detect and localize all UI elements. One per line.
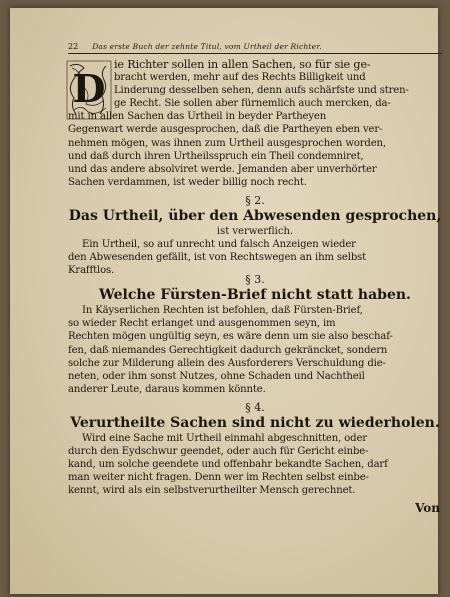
book-page: [10, 8, 442, 594]
catchword: Von: [415, 501, 440, 516]
s1-line: Linderung desselben sehen, denn aufs schärfste und stren-: [114, 85, 409, 97]
s4-line: durch den Eydschwur geendet, oder auch für Gericht einbe-: [68, 445, 369, 457]
s3-line: Rechten mögen ungültig seyn, es wäre denn um sie also beschaf-: [68, 331, 393, 343]
section-number: § 2.: [245, 193, 265, 207]
s1-line: bracht werden, mehr auf des Rechts Billigkeit und: [114, 72, 366, 84]
page-number: 22: [68, 42, 79, 51]
page-header: [68, 42, 442, 54]
s3-line: anderer Leute, daraus kommen könnte.: [68, 383, 266, 395]
s1-line: ge Recht. Sie sollen aber fürnemlich auch mercken, da-: [114, 98, 391, 110]
s1-line: Gegenwart werde ausgesprochen, daß die Partheyen eben ver-: [68, 124, 383, 136]
s3-line: solche zur Milderung allein des Ausforderers Verschuldung die-: [68, 357, 386, 369]
s1-line: ie Richter sollen in allen Sachen, so für sie ge-: [114, 58, 371, 71]
section-heading: Verurtheilte Sachen sind nicht zu wiederholen.: [70, 414, 440, 431]
s2-line: den Abwesenden gefällt, ist von Rechtswegen an ihm selbst: [68, 252, 367, 264]
s1-line: mit in allen Sachen das Urtheil in beyder Partheyen: [68, 111, 327, 123]
running-title: Das erste Buch der zehnte Titul, vom Urtheil der Richter.: [92, 42, 322, 51]
s1-line: Sachen verdammen, ist weder billig noch recht.: [68, 176, 307, 188]
s2-line: Ein Urtheil, so auf unrecht und falsch Anzeigen wieder: [82, 238, 356, 250]
s4-line: Wird eine Sache mit Urtheil einmahl abgeschnitten, oder: [82, 432, 367, 444]
s3-line: so wieder Recht erlanget und ausgenommen seyn, im: [68, 318, 336, 330]
s1-line: nehmen mögen, was ihnen zum Urtheil ausgesprochen worden,: [68, 137, 386, 149]
section-1: [68, 58, 442, 189]
s2-line: Krafftlos.: [68, 265, 115, 277]
s4-line: kennt, wird als ein selbstverurtheilter Mensch gerechnet.: [68, 485, 356, 497]
s4-line: man weiter nicht fragen. Denn wer im Rechten selbst einbe-: [68, 472, 369, 484]
s3-line: neten, oder ihm sonst Nutzes, ohne Schaden und Nachtheil: [68, 370, 365, 382]
decorated-initial: [66, 60, 112, 120]
section-number: § 3.: [245, 273, 265, 287]
page-content: [68, 42, 442, 515]
section-number: § 4.: [245, 400, 265, 414]
section-heading: Das Urtheil, über den Abwesenden gesprochen,: [68, 207, 442, 224]
s4-line: kand, um solche geendete und offenbahr bekandte Sachen, darf: [68, 459, 388, 471]
s3-line: In Käyserlichen Rechten ist befohlen, daß Fürsten-Brief,: [82, 305, 363, 317]
s3-line: fen, daß niemandes Gerechtigkeit dadurch gekräncket, sondern: [68, 344, 388, 356]
svg-text:D: D: [72, 66, 106, 111]
s1-line: und das andere absolviret werde. Jemanden aber unverhörter: [68, 163, 377, 175]
section-subheading: ist verwerflich.: [216, 225, 294, 237]
section-heading: Welche Fürsten-Brief nicht statt haben.: [99, 287, 411, 304]
s1-line: und daß durch ihren Urtheilsspruch ein Theil condemniret,: [68, 150, 364, 162]
